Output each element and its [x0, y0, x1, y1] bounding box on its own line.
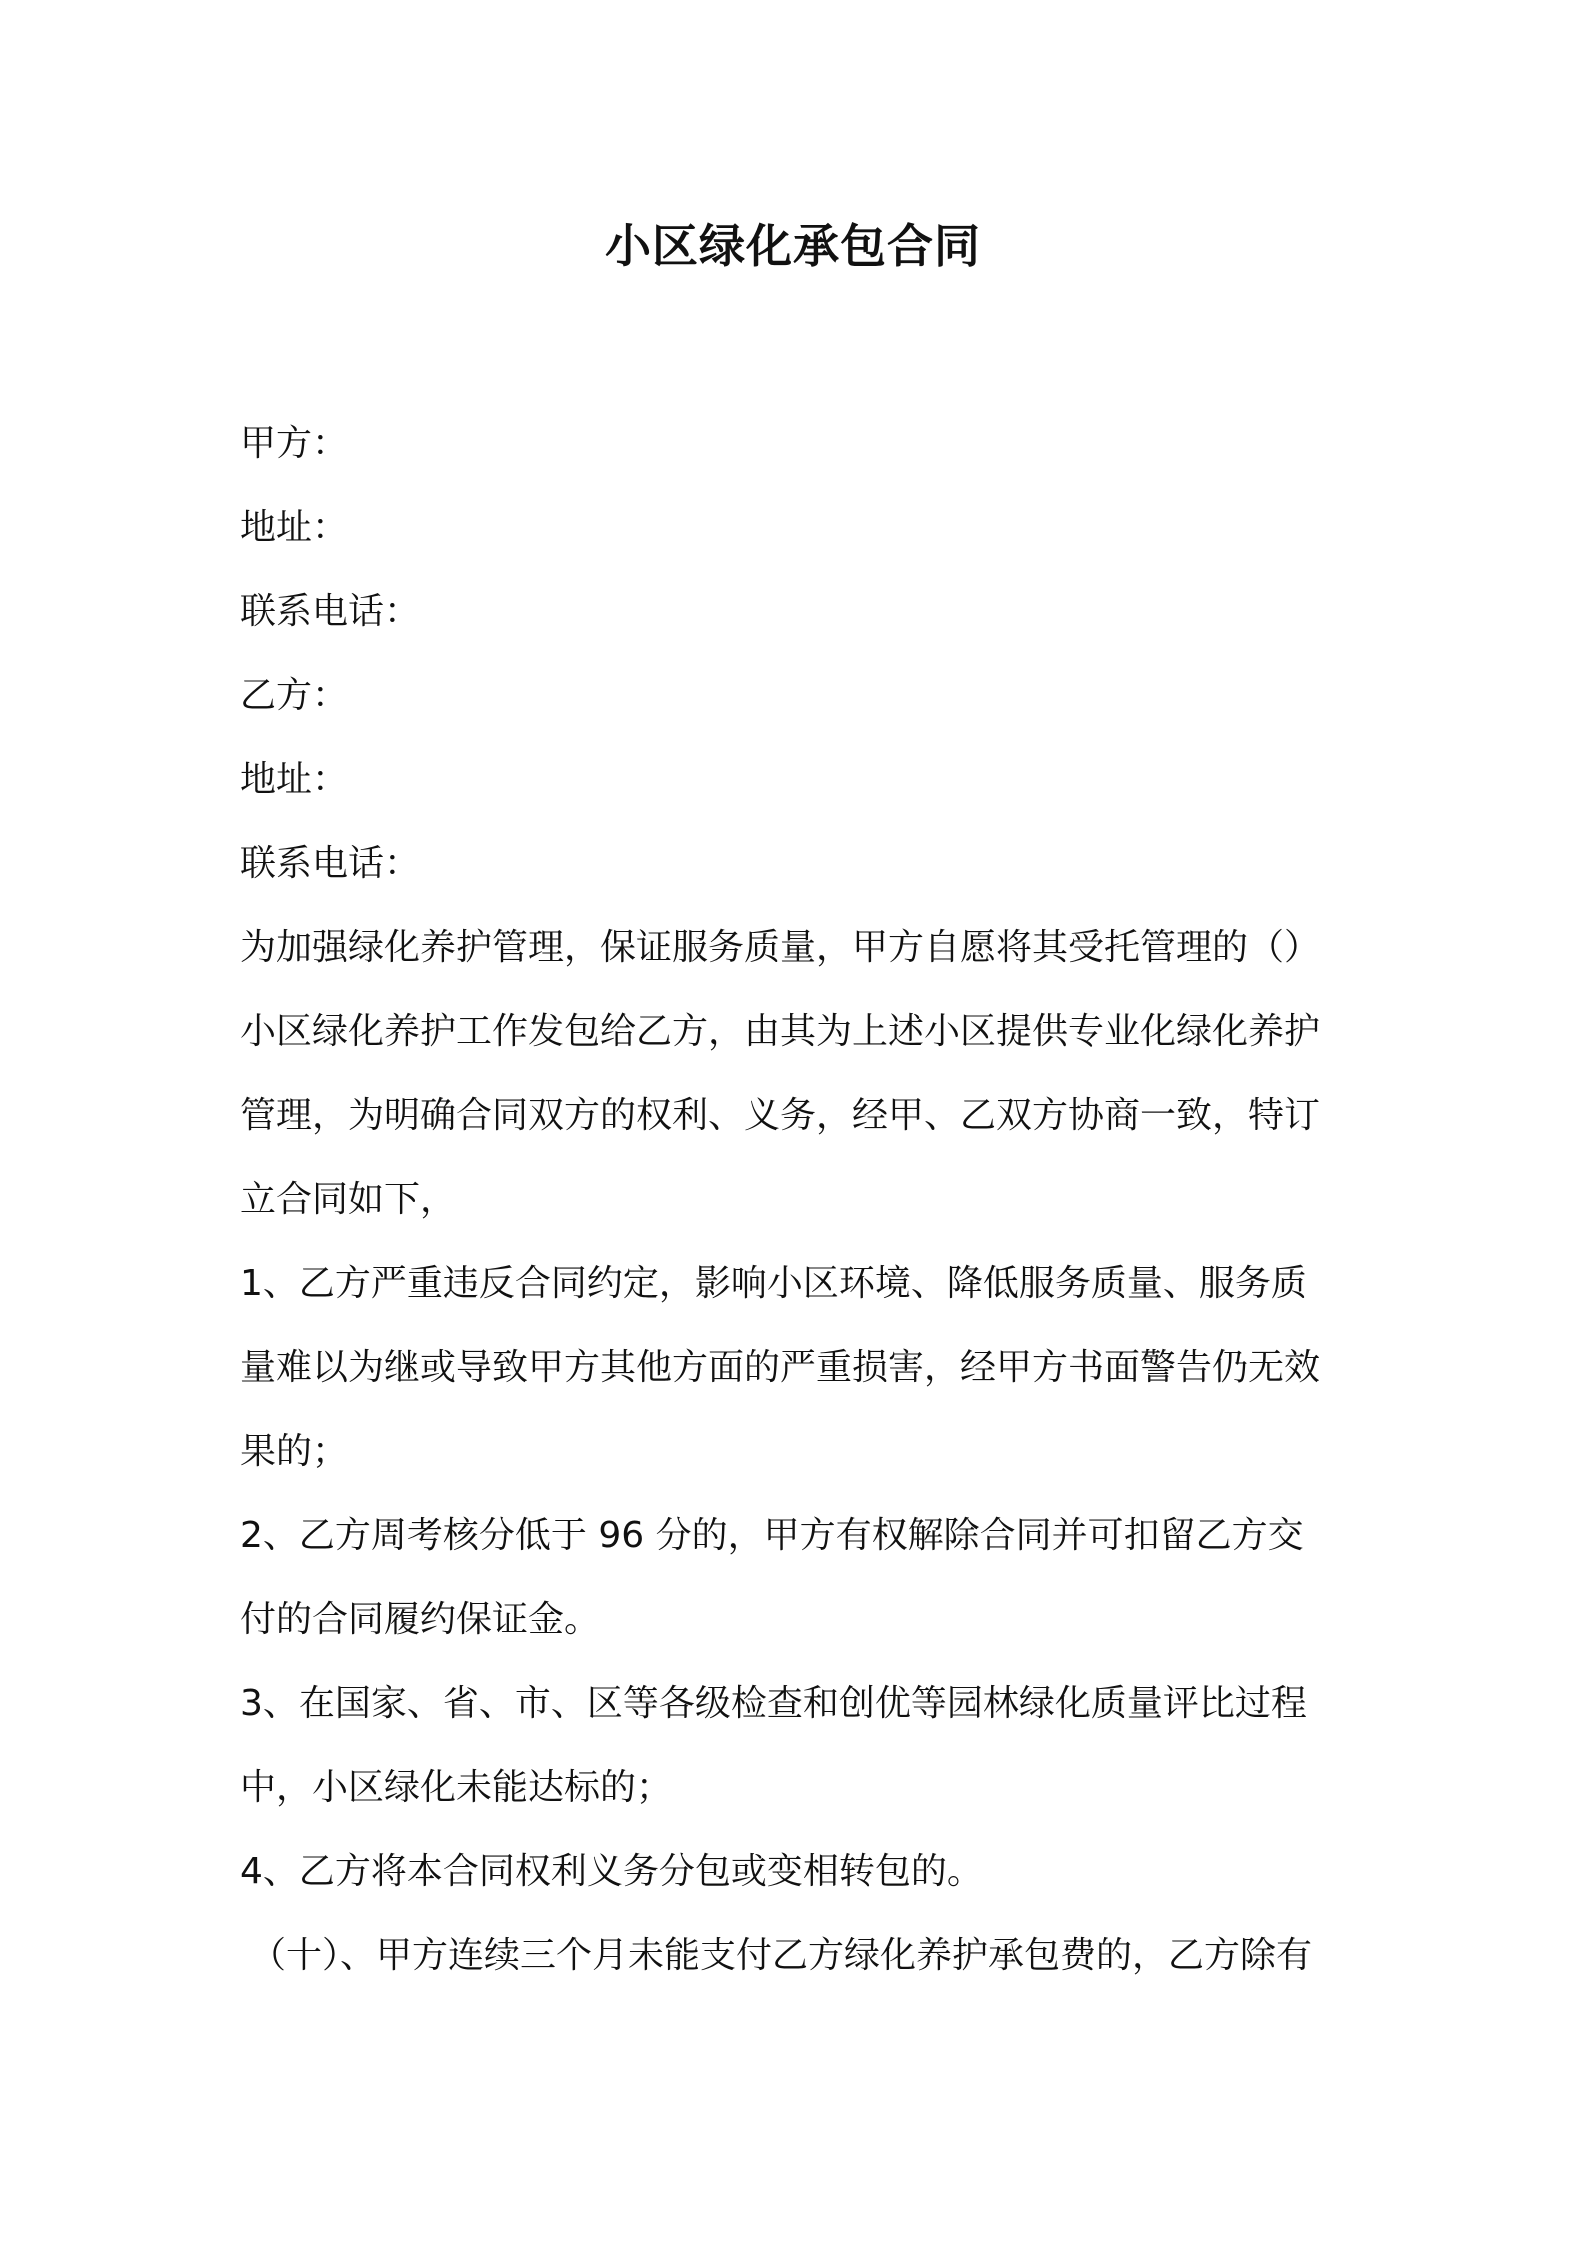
party-a-label: 甲方： — [240, 423, 349, 464]
preamble-line: 管理，为明确合同双方的权利、义务，经甲、乙双方协商一致，特订 — [240, 1095, 1321, 1136]
party-b-address-label: 地址： — [240, 759, 349, 800]
party-b-phone-label: 联系电话： — [240, 843, 421, 884]
document-body — [240, 402, 1360, 1998]
clause-3-line: 中，小区绿化未能达标的； — [240, 1767, 673, 1808]
clause-2-line: 付的合同履约保证金。 — [240, 1599, 601, 1640]
party-b-label: 乙方： — [240, 675, 349, 716]
clause-10-line: （十）、甲方连续三个月未能支付乙方绿化养护承包费的，乙方除有 — [250, 1935, 1313, 1976]
clause-1-line: 果的； — [240, 1431, 349, 1472]
preamble-line: 立合同如下， — [240, 1179, 457, 1220]
party-a-address-label: 地址： — [240, 507, 349, 548]
preamble-line: 小区绿化养护工作发包给乙方，由其为上述小区提供专业化绿化养护 — [240, 1011, 1321, 1052]
clause-4-line: 4、乙方将本合同权利义务分包或变相转包的。 — [240, 1851, 983, 1892]
party-a-phone-label: 联系电话： — [240, 591, 421, 632]
clause-2-line: 2、乙方周考核分低于 96 分的，甲方有权解除合同并可扣留乙方交 — [240, 1515, 1304, 1556]
document-title: 小区绿化承包合同 — [605, 219, 981, 273]
preamble-line: 为加强绿化养护管理，保证服务质量，甲方自愿将其受托管理的（） — [240, 927, 1321, 968]
clause-3-line: 3、在国家、省、市、区等各级检查和创优等园林绿化质量评比过程 — [240, 1683, 1307, 1724]
clause-1-line: 1、乙方严重违反合同约定，影响小区环境、降低服务质量、服务质 — [240, 1263, 1307, 1304]
clause-1-line: 量难以为继或导致甲方其他方面的严重损害，经甲方书面警告仍无效 — [240, 1347, 1321, 1388]
